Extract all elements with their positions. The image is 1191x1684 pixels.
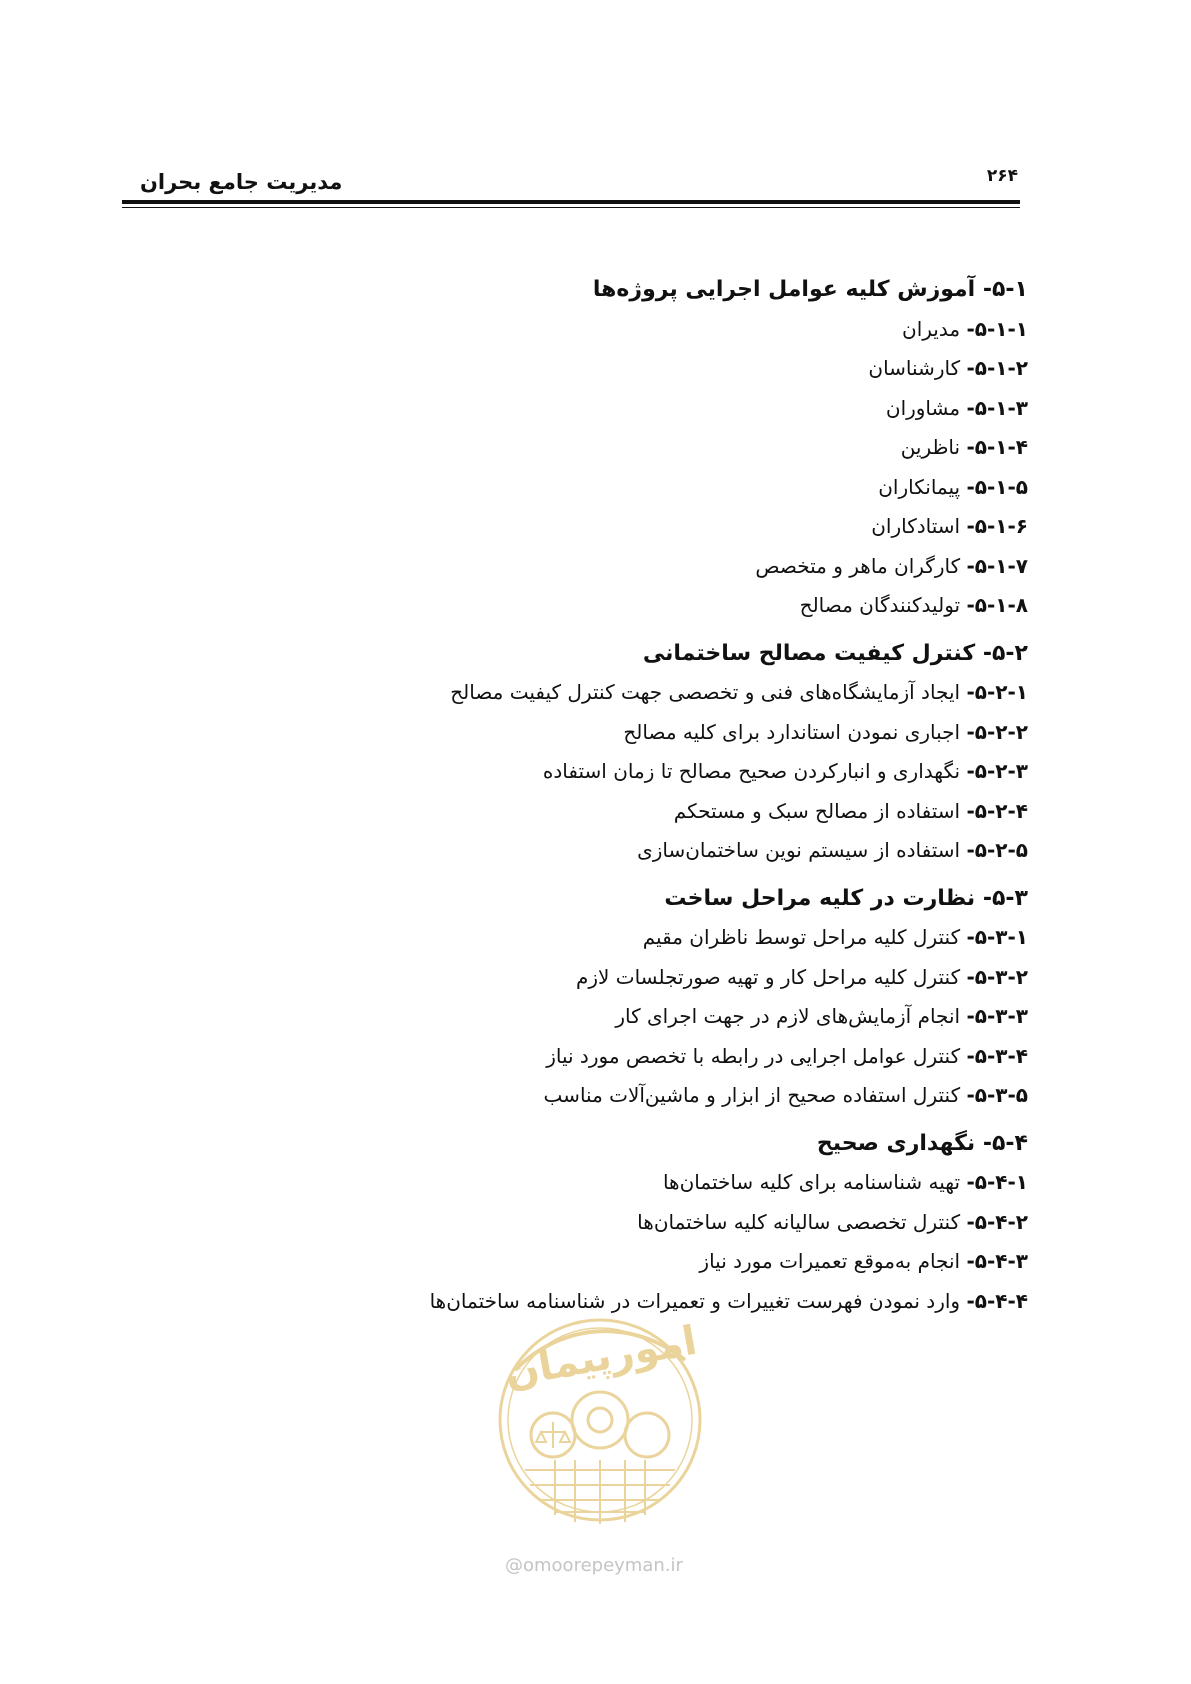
item-text: کنترل تخصصی سالیانه کلیه ساختمان‌ها xyxy=(637,1209,961,1234)
list-item xyxy=(128,713,1028,753)
item-text: انجام آزمایش‌های لازم در جهت اجرای کار xyxy=(615,1004,961,1028)
item-text: استادکاران xyxy=(871,514,961,538)
item-number: ۵-۱-۴- xyxy=(966,435,1028,459)
item-number: ۵-۳-۱- xyxy=(966,925,1028,949)
section-heading xyxy=(128,634,1028,674)
item-text: نگهداری و انبارکردن صحیح مصالح تا زمان استفاده xyxy=(542,759,961,783)
item-number: ۵-۲-۲- xyxy=(966,719,1028,744)
list-item xyxy=(128,918,1028,958)
page-header xyxy=(122,160,1020,210)
item-text: ایجاد آزمایشگاه‌های فنی و تخصصی جهت کنترل کیفیت مصالح xyxy=(450,680,961,704)
header-rule-thin xyxy=(122,207,1020,208)
item-number: ۵-۱-۲- xyxy=(966,356,1028,380)
list-item xyxy=(128,468,1028,508)
item-text: کارگران ماهر و متخصص xyxy=(755,553,961,578)
item-number: ۵-۲-۳- xyxy=(966,759,1028,783)
item-text: تولیدکنندگان مصالح xyxy=(799,593,961,617)
item-number: ۵-۳-۳- xyxy=(966,1004,1028,1028)
item-text: استفاده از سیستم نوین ساختمان‌سازی xyxy=(637,838,961,862)
item-number: ۵-۲-۵- xyxy=(966,838,1028,862)
item-text: کارشناسان xyxy=(868,356,961,380)
section-heading xyxy=(128,879,1028,919)
section-number: ۵-۱- xyxy=(982,277,1028,302)
section-title: نگهداری صحیح xyxy=(816,1130,976,1156)
item-text: مدیران xyxy=(902,316,961,341)
item-number: ۵-۴-۳- xyxy=(966,1249,1028,1273)
section-heading xyxy=(128,1124,1028,1164)
list-item xyxy=(128,1203,1028,1243)
item-text: کنترل کلیه مراحل کار و تهیه صورتجلسات لازم xyxy=(575,964,961,989)
item-number: ۵-۳-۴- xyxy=(966,1043,1028,1068)
list-item xyxy=(128,586,1028,626)
section-heading xyxy=(128,270,1028,310)
header-rule-thick xyxy=(122,200,1020,204)
item-text: کنترل عوامل اجرایی در رابطه با تخصص مورد نیاز xyxy=(546,1043,961,1068)
list-item xyxy=(128,547,1028,587)
outline-content xyxy=(128,270,1028,1321)
item-number: ۵-۲-۴- xyxy=(966,798,1028,823)
item-text: تهیه شناسنامه برای کلیه ساختمان‌ها xyxy=(662,1170,961,1194)
item-number: ۵-۲-۱- xyxy=(966,680,1028,704)
item-text: کنترل استفاده صحیح از ابزار و ماشین‌آلات مناسب xyxy=(543,1083,961,1107)
section-title: کنترل کیفیت مصالح ساختمانی xyxy=(642,640,976,666)
list-item xyxy=(128,673,1028,713)
section-number: ۵-۳- xyxy=(982,885,1028,911)
list-item xyxy=(128,507,1028,547)
list-item xyxy=(128,389,1028,429)
item-text: پیمانکاران xyxy=(878,474,961,499)
item-number: ۵-۱-۳- xyxy=(966,395,1028,420)
list-item xyxy=(128,831,1028,871)
section-title: آموزش کلیه عوامل اجرایی پروژه‌ها xyxy=(592,277,976,302)
list-item xyxy=(128,1037,1028,1077)
item-text: استفاده از مصالح سبک و مستحکم xyxy=(673,798,961,823)
list-item xyxy=(128,310,1028,350)
item-number: ۵-۴-۱- xyxy=(966,1170,1028,1194)
item-number: ۵-۴-۲- xyxy=(966,1209,1028,1234)
item-text: ناظرین xyxy=(900,435,961,459)
item-number: ۵-۱-۶- xyxy=(966,514,1028,538)
list-item xyxy=(128,349,1028,389)
item-number: ۵-۱-۵- xyxy=(966,474,1028,499)
item-number: ۵-۴-۴- xyxy=(966,1288,1028,1313)
item-number: ۵-۳-۲- xyxy=(966,964,1028,989)
list-item xyxy=(128,958,1028,998)
section-number: ۵-۴- xyxy=(982,1130,1028,1156)
list-item xyxy=(128,997,1028,1037)
item-number: ۵-۱-۸- xyxy=(966,593,1028,617)
item-number: ۵-۱-۱- xyxy=(966,316,1028,341)
watermark-logo-text: امورپیمان xyxy=(501,1317,701,1397)
item-text: اجباری نمودن استاندارد برای کلیه مصالح xyxy=(623,719,961,744)
section-title: نظارت در کلیه مراحل ساخت xyxy=(664,885,976,911)
item-text: انجام به‌موقع تعمیرات مورد نیاز xyxy=(699,1249,961,1273)
list-item xyxy=(128,752,1028,792)
watermark-url: @omoorepeyman.ir xyxy=(505,1555,683,1576)
list-item xyxy=(128,428,1028,468)
book-title: مدیریت جامع بحران xyxy=(140,170,343,194)
list-item xyxy=(128,1076,1028,1116)
list-item xyxy=(128,1242,1028,1282)
item-number: ۵-۱-۷- xyxy=(966,553,1028,578)
list-item xyxy=(128,792,1028,832)
item-number: ۵-۳-۵- xyxy=(966,1083,1028,1107)
item-text: مشاوران xyxy=(885,395,961,420)
item-text: کنترل کلیه مراحل توسط ناظران مقیم xyxy=(642,925,961,949)
list-item xyxy=(128,1163,1028,1203)
item-text: وارد نمودن فهرست تغییرات و تعمیرات در شناسنامه ساختمان‌ها xyxy=(429,1288,961,1313)
page-number: ۲۶۴ xyxy=(986,166,1018,186)
section-number: ۵-۲- xyxy=(982,640,1028,666)
watermark-logo-icon xyxy=(485,1300,715,1570)
